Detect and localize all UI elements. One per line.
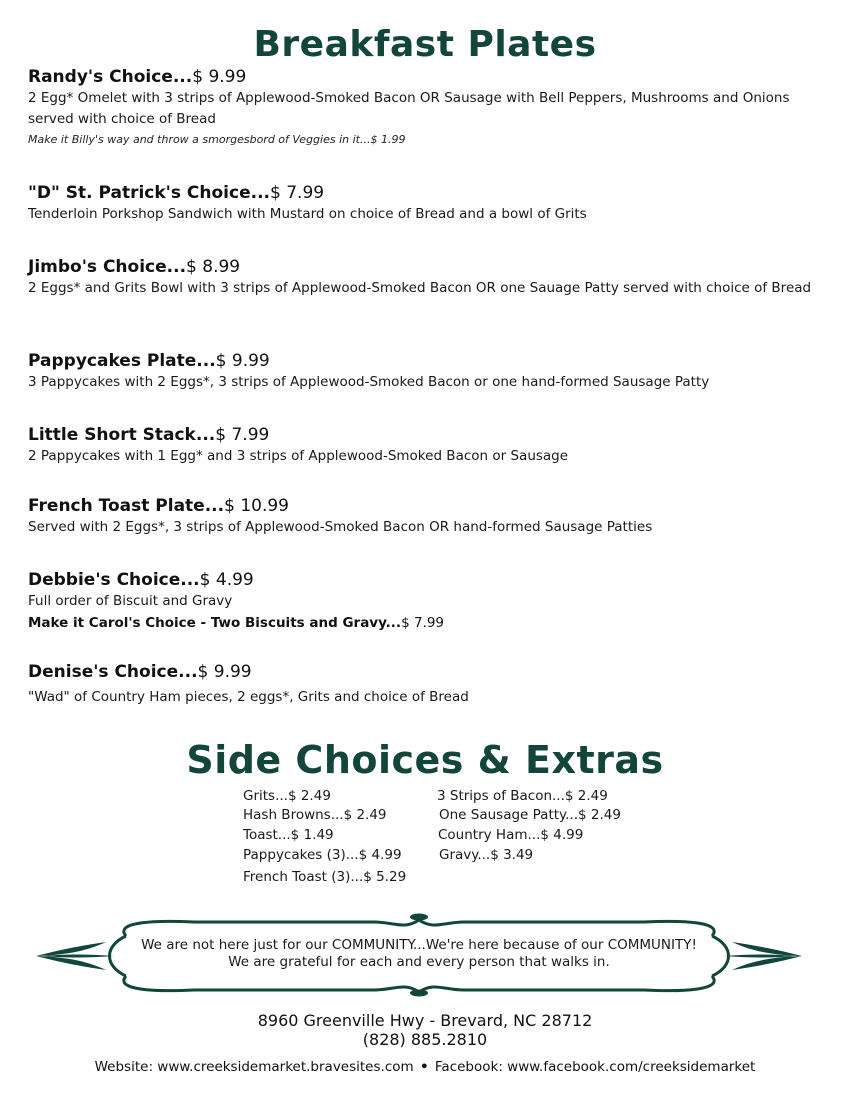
plate-name: "D" St. Patrick's Choice... [28,183,270,203]
plate-name: French Toast Plate... [28,496,225,516]
page-title: Breakfast Plates [253,24,597,65]
plate-name: Debbie's Choice... [28,570,200,590]
plate-price: $ 9.99 [197,662,252,682]
side-item: 3 Strips of Bacon...$ 2.49 [437,788,608,804]
plate-description: 2 Egg* Omelet with 3 strips of Applewood-Smoked Bacon OR Sausage with Bell Peppers, Mushrooms and Onions served with choice of Bread [28,90,790,127]
plate-item [28,350,709,393]
plate-price: $ 4.99 [199,570,254,590]
plate-price: $ 8.99 [186,257,241,277]
plate-description: Full order of Biscuit and Gravy [28,593,233,609]
plate-name: Little Short Stack... [28,425,216,445]
plate-item [28,661,469,708]
plate-note: Make it Billy's way and throw a smorgesbord of Veggies in it...$ 1.99 [28,133,406,146]
plate-name: Randy's Choice... [28,67,193,87]
side-item: Pappycakes (3)...$ 4.99 [243,847,402,863]
plate-item [28,424,568,467]
plate-description: Served with 2 Eggs*, 3 strips of Applewood-Smoked Bacon OR hand-formed Sausage Patties [28,519,653,535]
plate-extra-price: $ 7.99 [401,615,445,631]
website-link[interactable]: Website: www.creeksidemarket.bravesites.com [94,1059,414,1075]
community-banner [34,910,804,1000]
plate-price: $ 9.99 [192,67,247,87]
plate-item [28,66,828,149]
side-item: Country Ham...$ 4.99 [438,827,584,843]
plate-price: $ 7.99 [215,425,270,445]
side-item: Toast...$ 1.49 [243,827,334,843]
plate-description: Tenderloin Porkshop Sandwich with Mustard on choice of Bread and a bowl of Grits [28,206,587,222]
phone-number: (828) 885.2810 [362,1030,488,1049]
side-item: One Sausage Patty...$ 2.49 [439,807,621,823]
side-item: Hash Browns...$ 2.49 [243,807,387,823]
plate-price: $ 10.99 [224,496,289,516]
facebook-link[interactable]: Facebook: www.facebook.com/creeksidemarket [434,1059,756,1075]
side-item: French Toast (3)...$ 5.29 [243,869,407,885]
banner-line: We are grateful for each and every person that walks in. [228,954,610,970]
address: 8960 Greenville Hwy - Brevard, NC 28712 [257,1011,593,1030]
web-links [0,1059,850,1075]
side-item: Grits...$ 2.49 [243,788,331,804]
banner-line: We are not here just for our COMMUNITY...We're here because of our COMMUNITY! [141,937,697,953]
plate-name: Jimbo's Choice... [28,257,187,277]
plate-description: 3 Pappycakes with 2 Eggs*, 3 strips of Applewood-Smoked Bacon or one hand-formed Sausage Patty [28,374,710,390]
plate-price: $ 7.99 [270,183,325,203]
plate-price: $ 9.99 [215,351,270,371]
plate-description: 2 Eggs* and Grits Bowl with 3 strips of Applewood-Smoked Bacon OR one Sauage Patty served with choice of Bread [28,280,812,296]
plate-name: Denise's Choice... [28,662,198,682]
plate-description: 2 Pappycakes with 1 Egg* and 3 strips of Applewood-Smoked Bacon or Sausage [28,448,569,464]
plate-item [28,569,444,634]
plate-name: Pappycakes Plate... [28,351,216,371]
sides-title: Side Choices & Extras [186,738,664,782]
plate-item [28,182,587,225]
plate-extra: Make it Carol's Choice - Two Biscuits and Gravy... [28,615,402,631]
bullet-separator: • [419,1059,429,1075]
side-item: Gravy...$ 3.49 [439,847,534,863]
plate-item [28,495,652,538]
plate-item [28,256,811,299]
plate-description: "Wad" of Country Ham pieces, 2 eggs*, Grits and choice of Bread [28,689,469,705]
